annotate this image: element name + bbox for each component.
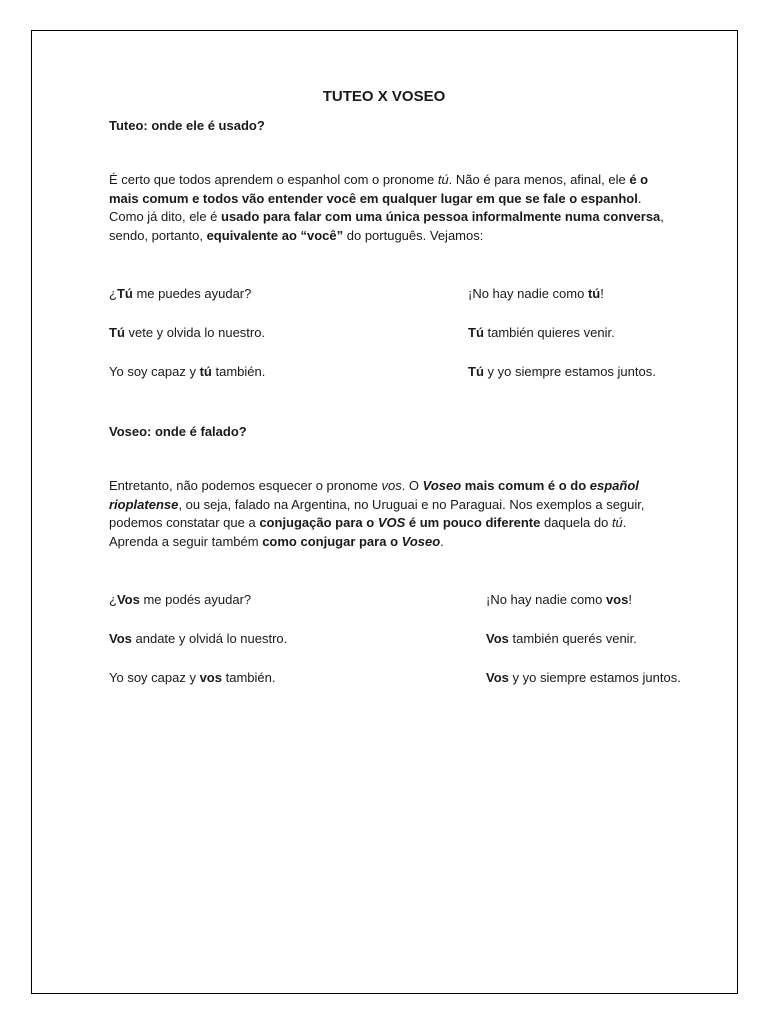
tuteo-example-1: ¿Tú me puedes ayudar? [109,286,252,301]
tuteo-example-4: Tú también quieres venir. [468,325,615,340]
voseo-example-1: ¿Vos me podés ayudar? [109,592,252,607]
voseo-heading: Voseo: onde é falado? [109,424,247,439]
tuteo-example-5: Yo soy capaz y tú también. [109,364,266,379]
tuteo-paragraph: É certo que todos aprendem o espanhol com o pronome tú. Não é para menos, afinal, ele é o mais comum e todos vão entender você em qualquer lugar em que se fale o espanhol. Como já dito, ele é usado para falar com uma única pessoa informalmente numa conversa, sendo, portanto, equivalente ao “você” do português. Vejamos: [109,172,664,243]
voseo-example-6: Vos y yo siempre estamos juntos. [486,670,681,685]
tuteo-example-2: ¡No hay nadie como tú! [468,286,604,301]
tuteo-example-6: Tú y yo siempre estamos juntos. [468,364,656,379]
voseo-example-4: Vos también querés venir. [486,631,637,646]
voseo-example-5: Yo soy capaz y vos también. [109,670,276,685]
voseo-example-2: ¡No hay nadie como vos! [486,592,632,607]
voseo-paragraph: Entretanto, não podemos esquecer o pronome vos. O Voseo mais comum é o do español rioplatense, ou seja, falado na Argentina, no Uruguai e no Paraguai. Nos exemplos a seguir, podemos constatar que a conjugação para o VOS é um pouco diferente daquela do tú. Aprenda a seguir também como conjugar para o Voseo. [109,478,645,549]
tuteo-heading: Tuteo: onde ele é usado? [109,118,265,133]
document-title: TUTEO X VOSEO [322,88,446,105]
voseo-example-3: Vos andate y olvidá lo nuestro. [109,631,288,646]
tuteo-example-3: Tú vete y olvida lo nuestro. [109,325,266,340]
